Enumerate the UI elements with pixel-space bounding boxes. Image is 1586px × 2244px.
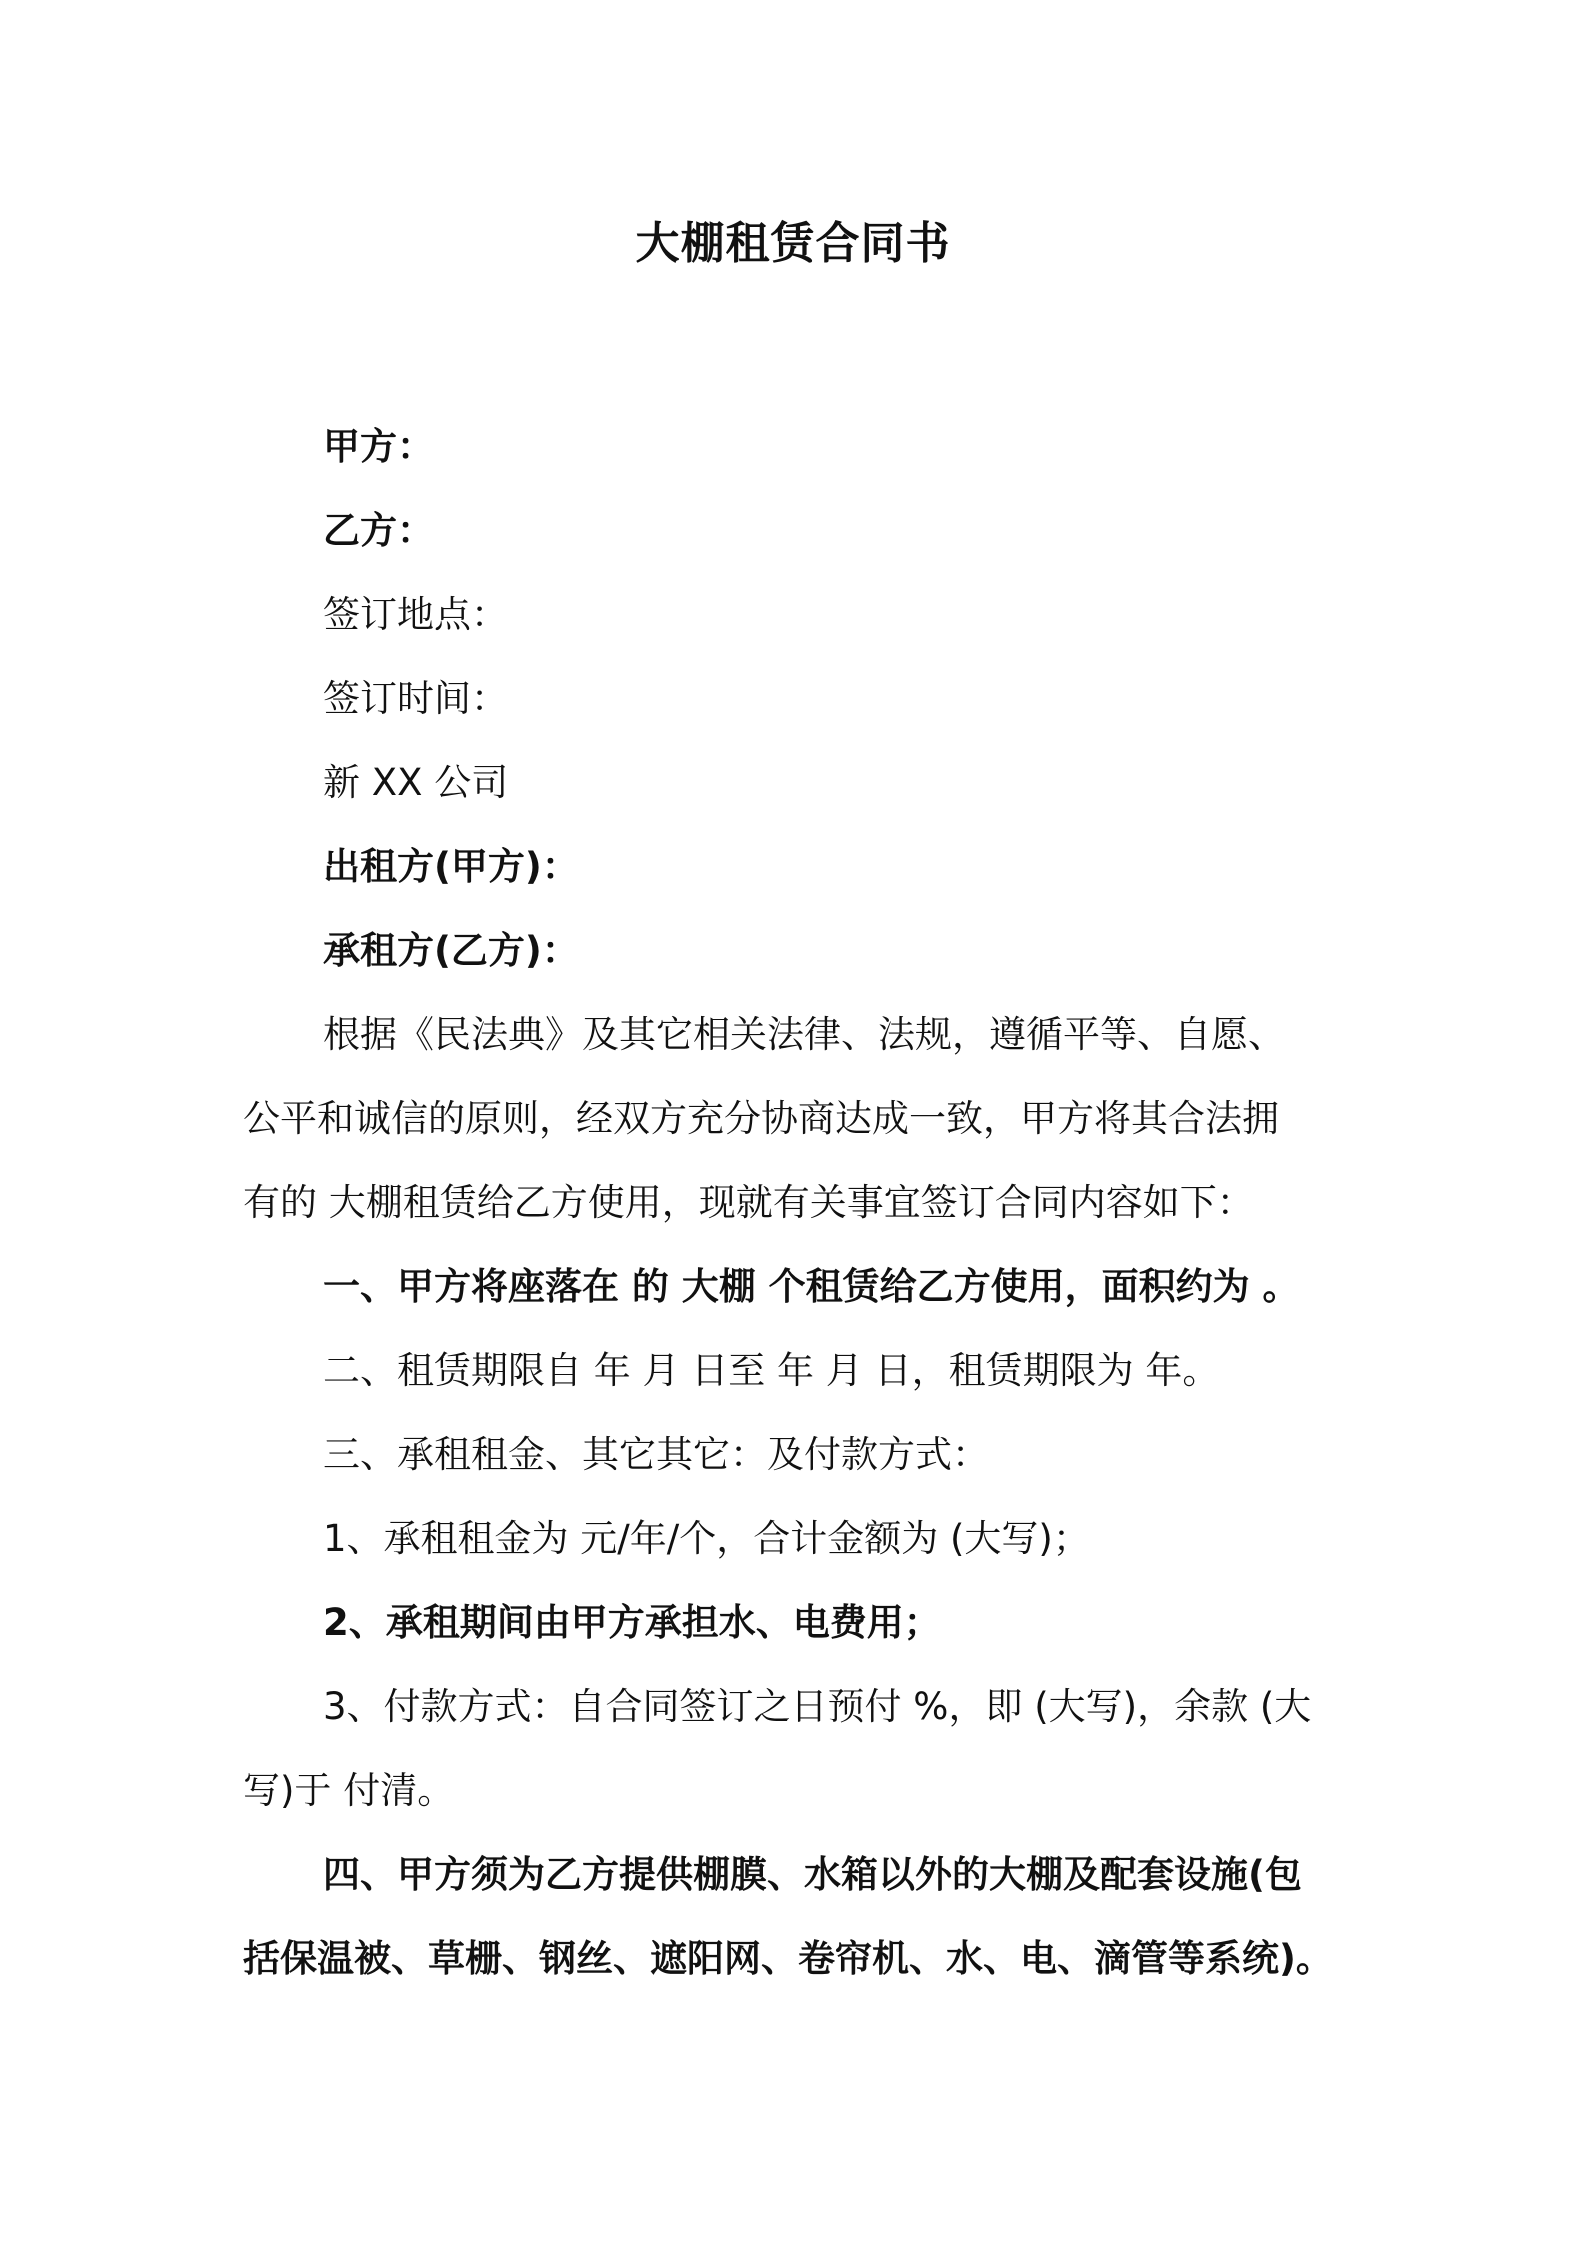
preamble-line-1: 根据《民法典》及其它相关法律、法规，遵循平等、自愿、 bbox=[323, 1013, 1285, 1056]
clause-three-line: 三、承租租金、其它其它：及付款方式： bbox=[323, 1433, 989, 1476]
party-a-line: 甲方： bbox=[323, 425, 434, 468]
signing-place-line: 签订地点： bbox=[323, 593, 508, 636]
preamble-line-2: 公平和诚信的原则，经双方充分协商达成一致，甲方将其合法拥 bbox=[243, 1097, 1279, 1140]
lessee-line: 承租方(乙方)： bbox=[323, 929, 579, 972]
lessor-line: 出租方(甲方)： bbox=[323, 845, 579, 888]
clause-four-line-2: 括保温被、草栅、钢丝、遮阳网、卷帘机、水、电、滴管等系统)。 bbox=[243, 1937, 1333, 1980]
preamble-line-3: 有的 大棚租赁给乙方使用，现就有关事宜签订合同内容如下： bbox=[243, 1181, 1254, 1224]
clause-three-item-1: 1、承租租金为 元/年/个，合计金额为 (大写)； bbox=[323, 1517, 1090, 1560]
document-title: 大棚租赁合同书 bbox=[635, 218, 951, 269]
company-line: 新 XX 公司 bbox=[323, 761, 509, 804]
contract-body bbox=[243, 405, 1343, 2001]
clause-three-item-3-line-2: 写)于 付清。 bbox=[243, 1769, 455, 1812]
signing-time-line: 签订时间： bbox=[323, 677, 508, 720]
clause-three-item-2: 2、承租期间由甲方承担水、电费用； bbox=[323, 1601, 941, 1644]
party-b-line: 乙方： bbox=[323, 509, 434, 552]
clause-one-line: 一、甲方将座落在 的 大棚 个租赁给乙方使用，面积约为 。 bbox=[323, 1265, 1300, 1308]
clause-two-line: 二、租赁期限自 年 月 日至 年 月 日，租赁期限为 年。 bbox=[323, 1349, 1220, 1392]
clause-three-item-3-line-1: 3、付款方式：自合同签订之日预付 %，即 (大写)，余款 (大 bbox=[323, 1685, 1312, 1728]
clause-four-line-1: 四、甲方须为乙方提供棚膜、水箱以外的大棚及配套设施(包 bbox=[323, 1853, 1302, 1896]
